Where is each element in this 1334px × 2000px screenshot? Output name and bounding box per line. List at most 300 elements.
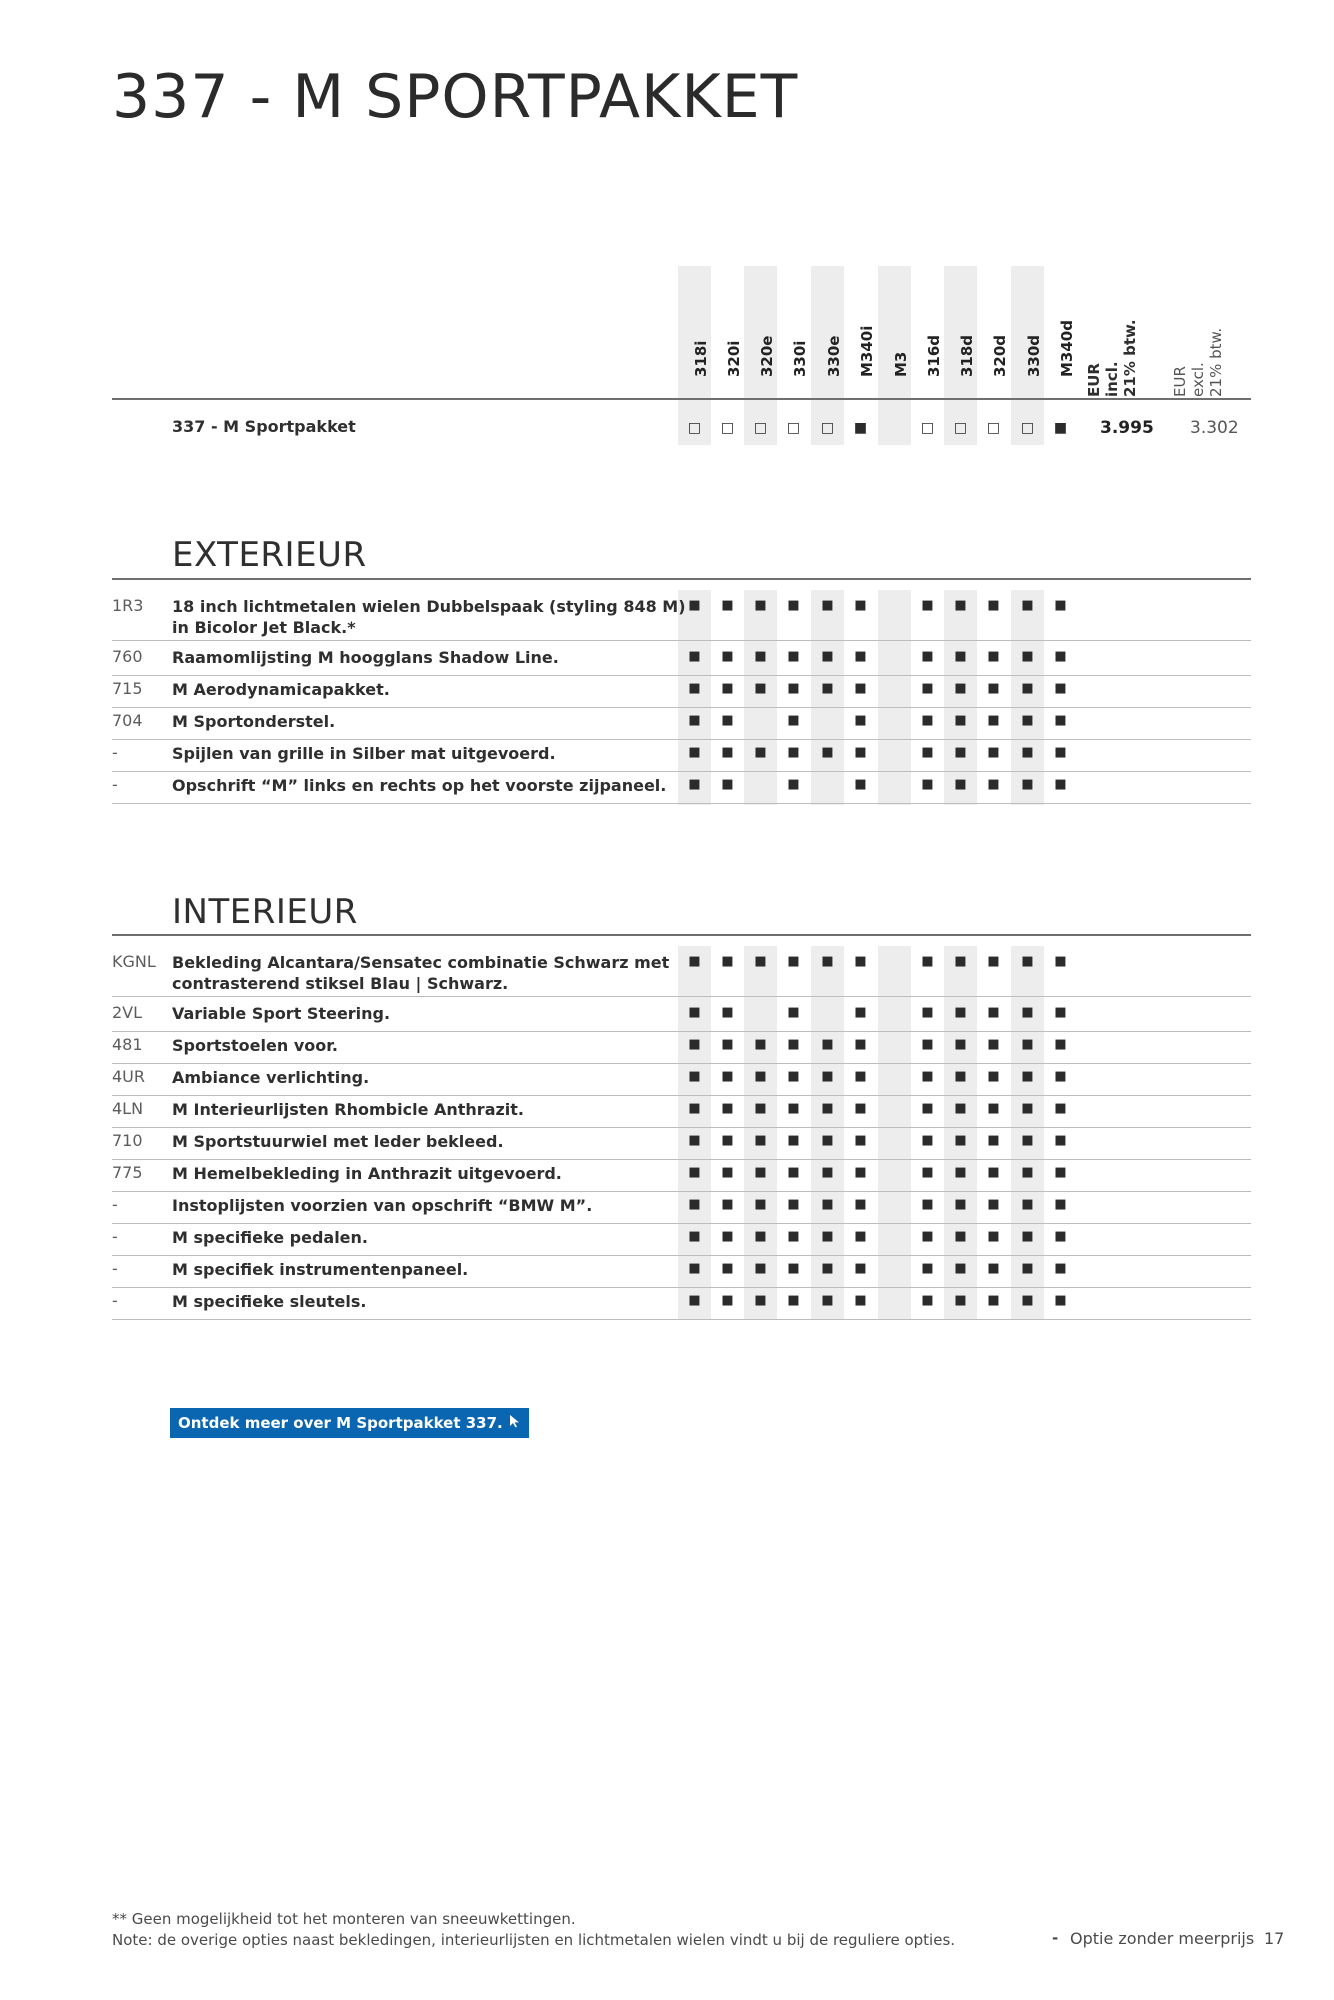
- availability-mark: ■: [821, 1165, 834, 1180]
- package-label: 337 - M Sportpakket: [172, 417, 356, 436]
- availability-mark: ■: [1021, 598, 1034, 613]
- availability-mark: ■: [787, 1101, 800, 1116]
- availability-mark: ■: [754, 649, 767, 664]
- availability-mark: ■: [954, 1229, 967, 1244]
- availability-mark: ■: [854, 598, 867, 613]
- availability-mark: ■: [854, 745, 867, 760]
- availability-mark: ■: [721, 1261, 734, 1276]
- header-divider: [112, 398, 1251, 400]
- model-header-330e: [811, 266, 844, 390]
- row-divider: [112, 996, 1251, 997]
- availability-mark: ■: [821, 1037, 834, 1052]
- model-label: 330i: [790, 340, 809, 377]
- availability-mark: ■: [921, 649, 934, 664]
- availability-mark: ■: [854, 713, 867, 728]
- row-divider: [112, 1063, 1251, 1064]
- availability-mark: ■: [721, 649, 734, 664]
- availability-mark: ■: [787, 598, 800, 613]
- option-description: M specifiek instrumentenpaneel.: [172, 1260, 469, 1279]
- row-divider: [112, 1159, 1251, 1160]
- legend-dash: -: [1052, 1929, 1059, 1947]
- price-header-incl: [1085, 300, 1171, 397]
- availability-mark: ■: [821, 1069, 834, 1084]
- option-description: Spijlen van grille in Silber mat uitgevoerd.: [172, 744, 556, 763]
- availability-mark: ■: [954, 1069, 967, 1084]
- availability-mark: ■: [1054, 1037, 1067, 1052]
- option-code: -: [112, 775, 118, 794]
- model-header-m340d: [1044, 266, 1077, 390]
- availability-mark: ■: [854, 1293, 867, 1308]
- row-divider: [112, 803, 1251, 804]
- price-excl-value: 3.302: [1190, 418, 1239, 438]
- availability-mark: ■: [754, 1037, 767, 1052]
- row-divider: [112, 640, 1251, 641]
- row-divider: [112, 675, 1251, 676]
- section-title-exterieur: EXTERIEUR: [172, 535, 367, 575]
- availability-mark: ■: [954, 1197, 967, 1212]
- model-header-320i: [711, 266, 744, 390]
- availability-mark: ■: [754, 1261, 767, 1276]
- package-availability-mark: ■: [853, 420, 868, 436]
- option-code: 704: [112, 711, 143, 730]
- availability-mark: ■: [987, 1069, 1000, 1084]
- row-divider: [112, 1255, 1251, 1256]
- availability-mark: ■: [921, 1165, 934, 1180]
- availability-mark: ■: [721, 1165, 734, 1180]
- availability-mark: ■: [1054, 713, 1067, 728]
- package-availability-mark: □: [820, 420, 835, 436]
- availability-mark: ■: [921, 1261, 934, 1276]
- model-header-320d: [977, 266, 1010, 390]
- option-code: 4UR: [112, 1067, 146, 1086]
- availability-mark: ■: [787, 681, 800, 696]
- availability-mark: ■: [721, 777, 734, 792]
- availability-mark: ■: [954, 649, 967, 664]
- availability-mark: ■: [987, 649, 1000, 664]
- row-divider: [112, 739, 1251, 740]
- availability-mark: ■: [921, 1037, 934, 1052]
- column-shade: [678, 590, 711, 805]
- availability-mark: ■: [854, 777, 867, 792]
- availability-mark: ■: [921, 954, 934, 969]
- availability-mark: ■: [921, 1133, 934, 1148]
- availability-mark: ■: [1054, 1133, 1067, 1148]
- option-description: M Sportonderstel.: [172, 712, 336, 731]
- availability-mark: ■: [688, 1133, 701, 1148]
- availability-mark: ■: [1021, 681, 1034, 696]
- model-label: 320e: [757, 335, 776, 377]
- availability-mark: ■: [854, 1229, 867, 1244]
- availability-mark: ■: [754, 954, 767, 969]
- availability-mark: ■: [987, 681, 1000, 696]
- availability-mark: ■: [787, 1229, 800, 1244]
- availability-mark: ■: [787, 1005, 800, 1020]
- availability-mark: ■: [987, 1229, 1000, 1244]
- model-header-330d: [1011, 266, 1044, 390]
- availability-mark: ■: [1021, 1133, 1034, 1148]
- availability-mark: ■: [688, 598, 701, 613]
- option-code: 481: [112, 1035, 143, 1054]
- availability-mark: ■: [854, 1197, 867, 1212]
- column-shade: [878, 946, 911, 1320]
- option-code: 4LN: [112, 1099, 144, 1118]
- availability-mark: ■: [754, 681, 767, 696]
- price-header-line: 21% btw.: [1207, 327, 1225, 397]
- availability-mark: ■: [754, 745, 767, 760]
- section-divider: [112, 934, 1251, 936]
- availability-mark: ■: [854, 649, 867, 664]
- availability-mark: ■: [688, 954, 701, 969]
- availability-mark: ■: [1021, 1069, 1034, 1084]
- availability-mark: ■: [787, 1197, 800, 1212]
- availability-mark: ■: [987, 777, 1000, 792]
- availability-mark: ■: [721, 1101, 734, 1116]
- availability-mark: ■: [1021, 1165, 1034, 1180]
- availability-mark: ■: [688, 1037, 701, 1052]
- package-availability-mark: □: [687, 420, 702, 436]
- model-header-320e: [744, 266, 777, 390]
- availability-mark: ■: [821, 954, 834, 969]
- availability-mark: ■: [1054, 1069, 1067, 1084]
- availability-mark: ■: [787, 713, 800, 728]
- availability-mark: ■: [688, 777, 701, 792]
- availability-mark: ■: [821, 1197, 834, 1212]
- availability-mark: ■: [1054, 1197, 1067, 1212]
- option-code: -: [112, 1291, 118, 1310]
- row-divider: [112, 1191, 1251, 1192]
- option-code: 710: [112, 1131, 143, 1150]
- availability-mark: ■: [721, 681, 734, 696]
- availability-mark: ■: [854, 1069, 867, 1084]
- availability-mark: ■: [754, 598, 767, 613]
- availability-mark: ■: [1054, 1229, 1067, 1244]
- availability-mark: ■: [954, 954, 967, 969]
- cursor-arrow-icon: [509, 1409, 521, 1439]
- availability-mark: ■: [954, 713, 967, 728]
- availability-mark: ■: [688, 1069, 701, 1084]
- discover-more-label: Ontdek meer over M Sportpakket 337.: [178, 1414, 503, 1432]
- availability-mark: ■: [987, 1037, 1000, 1052]
- availability-mark: ■: [1021, 954, 1034, 969]
- availability-mark: ■: [787, 1133, 800, 1148]
- availability-mark: ■: [721, 1133, 734, 1148]
- page-number: 17: [1264, 1929, 1285, 1948]
- availability-mark: ■: [754, 1069, 767, 1084]
- availability-mark: ■: [721, 1197, 734, 1212]
- availability-mark: ■: [921, 1229, 934, 1244]
- availability-mark: ■: [787, 1261, 800, 1276]
- option-description: Variable Sport Steering.: [172, 1004, 391, 1023]
- option-code: -: [112, 1259, 118, 1278]
- model-label: 318i: [691, 340, 710, 377]
- package-availability-mark: □: [720, 420, 735, 436]
- availability-mark: ■: [821, 1293, 834, 1308]
- row-divider: [112, 1095, 1251, 1096]
- availability-mark: ■: [721, 954, 734, 969]
- availability-mark: ■: [1054, 1101, 1067, 1116]
- availability-mark: ■: [1021, 649, 1034, 664]
- availability-mark: ■: [954, 1133, 967, 1148]
- model-header-m340i: [844, 266, 877, 390]
- availability-mark: ■: [1054, 649, 1067, 664]
- availability-mark: ■: [688, 681, 701, 696]
- availability-mark: ■: [1054, 598, 1067, 613]
- availability-mark: ■: [688, 1165, 701, 1180]
- availability-mark: ■: [987, 1165, 1000, 1180]
- availability-mark: ■: [954, 1037, 967, 1052]
- package-availability-mark: □: [920, 420, 935, 436]
- availability-mark: ■: [854, 1261, 867, 1276]
- availability-mark: ■: [688, 1293, 701, 1308]
- section-divider: [112, 578, 1251, 580]
- availability-mark: ■: [987, 745, 1000, 760]
- price-header-line: 21% btw.: [1121, 319, 1139, 397]
- availability-mark: ■: [1021, 1229, 1034, 1244]
- availability-mark: ■: [721, 1069, 734, 1084]
- availability-mark: ■: [921, 1293, 934, 1308]
- availability-mark: ■: [954, 598, 967, 613]
- model-label: 320i: [724, 340, 743, 377]
- availability-mark: ■: [721, 1229, 734, 1244]
- availability-mark: ■: [921, 1069, 934, 1084]
- option-description: contrasterend stiksel Blau | Schwarz.: [172, 974, 509, 993]
- column-shade: [811, 590, 844, 805]
- availability-mark: ■: [1021, 745, 1034, 760]
- model-header-318i: [678, 266, 711, 390]
- availability-mark: ■: [754, 1133, 767, 1148]
- model-label: 316d: [924, 334, 943, 377]
- availability-mark: ■: [688, 1005, 701, 1020]
- column-shade: [744, 590, 777, 805]
- option-code: 775: [112, 1163, 143, 1182]
- availability-mark: ■: [987, 1197, 1000, 1212]
- availability-mark: ■: [854, 1165, 867, 1180]
- availability-mark: ■: [954, 745, 967, 760]
- availability-mark: ■: [854, 1101, 867, 1116]
- row-divider: [112, 1287, 1251, 1288]
- option-code: 715: [112, 679, 143, 698]
- availability-mark: ■: [821, 1133, 834, 1148]
- option-description: M Hemelbekleding in Anthrazit uitgevoerd.: [172, 1164, 562, 1183]
- option-code: -: [112, 1195, 118, 1214]
- option-description: Bekleding Alcantara/Sensatec combinatie Schwarz met: [172, 953, 670, 972]
- availability-mark: ■: [688, 1197, 701, 1212]
- availability-mark: ■: [754, 1229, 767, 1244]
- availability-mark: ■: [1021, 1005, 1034, 1020]
- availability-mark: ■: [921, 681, 934, 696]
- availability-mark: ■: [787, 1069, 800, 1084]
- availability-mark: ■: [954, 1293, 967, 1308]
- availability-mark: ■: [987, 1101, 1000, 1116]
- section-title-interieur: INTERIEUR: [172, 892, 358, 932]
- availability-mark: ■: [854, 1005, 867, 1020]
- availability-mark: ■: [821, 649, 834, 664]
- availability-mark: ■: [1054, 1165, 1067, 1180]
- availability-mark: ■: [954, 681, 967, 696]
- option-description: M Sportstuurwiel met leder bekleed.: [172, 1132, 504, 1151]
- package-availability-mark: ■: [1053, 420, 1068, 436]
- column-shade: [944, 590, 977, 805]
- availability-mark: ■: [1021, 1101, 1034, 1116]
- availability-mark: ■: [721, 745, 734, 760]
- availability-mark: ■: [921, 777, 934, 792]
- availability-mark: ■: [721, 598, 734, 613]
- legend-text: Optie zonder meerprijs: [1070, 1929, 1255, 1948]
- availability-mark: ■: [787, 954, 800, 969]
- availability-mark: ■: [821, 745, 834, 760]
- availability-mark: ■: [1054, 1005, 1067, 1020]
- availability-mark: ■: [921, 1101, 934, 1116]
- availability-mark: ■: [1021, 1037, 1034, 1052]
- availability-mark: ■: [954, 1261, 967, 1276]
- option-description: M specifieke sleutels.: [172, 1292, 367, 1311]
- row-divider: [112, 1223, 1251, 1224]
- availability-mark: ■: [954, 777, 967, 792]
- availability-mark: ■: [821, 681, 834, 696]
- availability-mark: ■: [1054, 777, 1067, 792]
- option-code: 760: [112, 647, 143, 666]
- availability-mark: ■: [688, 649, 701, 664]
- option-description: M Aerodynamicapakket.: [172, 680, 390, 699]
- availability-mark: ■: [787, 745, 800, 760]
- column-shade: [878, 590, 911, 805]
- availability-mark: ■: [821, 1101, 834, 1116]
- model-header-318d: [944, 266, 977, 390]
- model-label: M340i: [857, 325, 876, 377]
- availability-mark: ■: [921, 745, 934, 760]
- availability-mark: ■: [688, 1229, 701, 1244]
- availability-mark: ■: [787, 1165, 800, 1180]
- price-header-line: EUR: [1085, 363, 1103, 397]
- availability-mark: ■: [688, 1101, 701, 1116]
- availability-mark: ■: [721, 1005, 734, 1020]
- option-description: Instoplijsten voorzien van opschrift “BMW M”.: [172, 1196, 593, 1215]
- page-title: 337 - M SPORTPAKKET: [112, 62, 799, 132]
- availability-mark: ■: [721, 713, 734, 728]
- price-header-excl: [1171, 300, 1257, 397]
- option-code: 2VL: [112, 1003, 143, 1022]
- option-description: 18 inch lichtmetalen wielen Dubbelspaak (styling 848 M): [172, 597, 686, 616]
- option-description: in Bicolor Jet Black.*: [172, 618, 356, 637]
- availability-mark: ■: [688, 1261, 701, 1276]
- footnote-other-options: Note: de overige opties naast bekledingen, interieurlijsten en lichtmetalen wielen vindt u bij de reguliere opties.: [112, 1931, 956, 1949]
- availability-mark: ■: [954, 1165, 967, 1180]
- availability-mark: ■: [721, 1293, 734, 1308]
- availability-mark: ■: [854, 1133, 867, 1148]
- availability-mark: ■: [1054, 681, 1067, 696]
- price-header-line: excl.: [1189, 362, 1207, 397]
- option-description: Sportstoelen voor.: [172, 1036, 338, 1055]
- option-code: -: [112, 743, 118, 762]
- availability-mark: ■: [688, 713, 701, 728]
- option-description: Ambiance verlichting.: [172, 1068, 370, 1087]
- model-header-330i: [777, 266, 810, 390]
- availability-mark: ■: [1054, 1261, 1067, 1276]
- availability-mark: ■: [987, 1005, 1000, 1020]
- availability-mark: ■: [1021, 1293, 1034, 1308]
- availability-mark: ■: [787, 649, 800, 664]
- availability-mark: ■: [821, 1261, 834, 1276]
- option-description: M Interieurlijsten Rhombicle Anthrazit.: [172, 1100, 525, 1119]
- availability-mark: ■: [1021, 777, 1034, 792]
- availability-mark: ■: [854, 681, 867, 696]
- availability-mark: ■: [1021, 1197, 1034, 1212]
- row-divider: [112, 1319, 1251, 1320]
- package-availability-mark: □: [953, 420, 968, 436]
- availability-mark: ■: [1054, 745, 1067, 760]
- package-availability-mark: □: [753, 420, 768, 436]
- availability-mark: ■: [754, 1293, 767, 1308]
- price-header-line: EUR: [1171, 366, 1189, 397]
- availability-mark: ■: [1021, 713, 1034, 728]
- availability-mark: ■: [821, 598, 834, 613]
- availability-mark: ■: [987, 713, 1000, 728]
- discover-more-button[interactable]: [170, 1408, 529, 1438]
- availability-mark: ■: [921, 1197, 934, 1212]
- package-availability-mark: □: [986, 420, 1001, 436]
- row-divider: [112, 1127, 1251, 1128]
- availability-mark: ■: [1054, 954, 1067, 969]
- availability-mark: ■: [954, 1005, 967, 1020]
- footnote-snow-chains: ** Geen mogelijkheid tot het monteren van sneeuwkettingen.: [112, 1910, 576, 1928]
- availability-mark: ■: [854, 1037, 867, 1052]
- model-header-m3: [878, 266, 911, 390]
- availability-mark: ■: [854, 954, 867, 969]
- column-shade: [1011, 590, 1044, 805]
- model-label: M3: [891, 351, 910, 377]
- availability-mark: ■: [987, 1261, 1000, 1276]
- model-label: 330e: [824, 335, 843, 377]
- option-description: M specifieke pedalen.: [172, 1228, 368, 1247]
- availability-mark: ■: [787, 777, 800, 792]
- option-description: Raamomlijsting M hoogglans Shadow Line.: [172, 648, 559, 667]
- availability-mark: ■: [921, 598, 934, 613]
- availability-mark: ■: [987, 1133, 1000, 1148]
- availability-mark: ■: [987, 954, 1000, 969]
- availability-mark: ■: [987, 598, 1000, 613]
- model-header-316d: [911, 266, 944, 390]
- availability-mark: ■: [721, 1037, 734, 1052]
- availability-mark: ■: [787, 1037, 800, 1052]
- option-code: 1R3: [112, 596, 144, 615]
- option-code: KGNL: [112, 952, 156, 971]
- price-incl-value: 3.995: [1100, 418, 1154, 438]
- package-availability-mark: □: [786, 420, 801, 436]
- row-divider: [112, 1031, 1251, 1032]
- availability-mark: ■: [921, 713, 934, 728]
- model-label: 320d: [990, 334, 1009, 377]
- price-header-line: incl.: [1103, 361, 1121, 397]
- row-divider: [112, 707, 1251, 708]
- availability-mark: ■: [787, 1293, 800, 1308]
- availability-mark: ■: [1021, 1261, 1034, 1276]
- availability-mark: ■: [921, 1005, 934, 1020]
- model-label: 330d: [1024, 334, 1043, 377]
- row-divider: [112, 771, 1251, 772]
- availability-mark: ■: [987, 1293, 1000, 1308]
- availability-mark: ■: [754, 1101, 767, 1116]
- package-availability-mark: □: [1020, 420, 1035, 436]
- option-code: -: [112, 1227, 118, 1246]
- option-description: Opschrift “M” links en rechts op het voorste zijpaneel.: [172, 776, 667, 795]
- availability-mark: ■: [821, 1229, 834, 1244]
- availability-mark: ■: [688, 745, 701, 760]
- availability-mark: ■: [954, 1101, 967, 1116]
- model-label: M340d: [1057, 320, 1076, 377]
- model-label: 318d: [957, 334, 976, 377]
- availability-mark: ■: [754, 1197, 767, 1212]
- availability-mark: ■: [1054, 1293, 1067, 1308]
